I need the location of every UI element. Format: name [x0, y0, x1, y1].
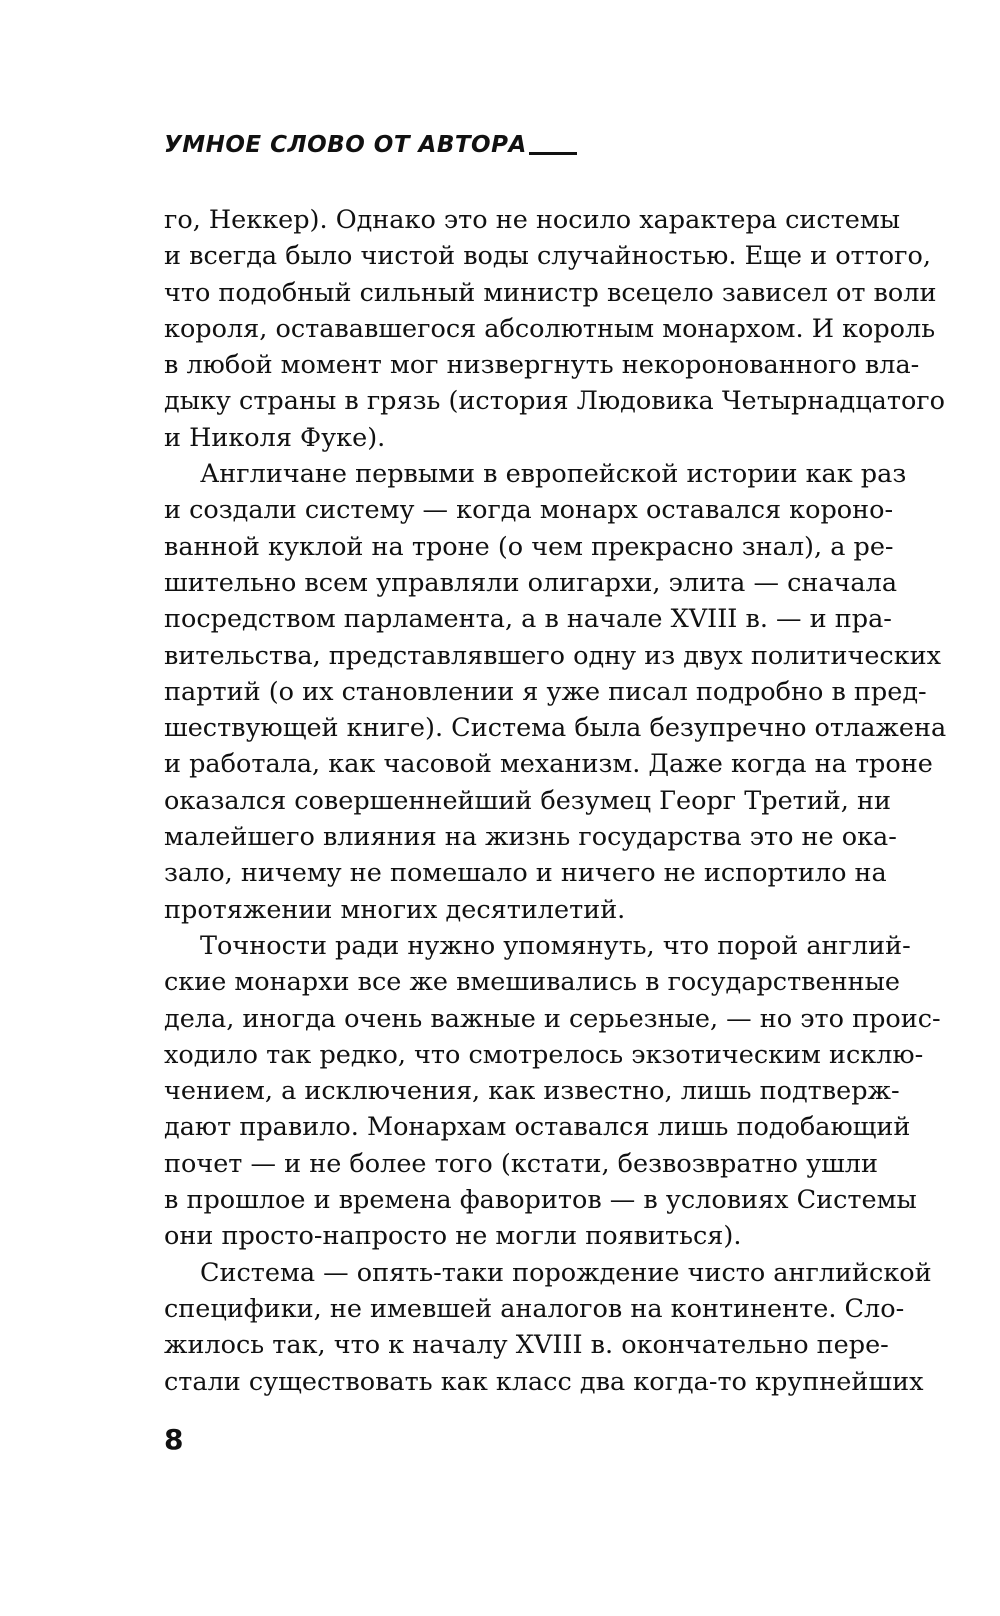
text-line: ские монархи все же вмешивались в государственные	[164, 967, 901, 998]
text-line: и Николя Фуке).	[164, 422, 386, 453]
body-text	[164, 202, 947, 1400]
paragraph-4	[164, 1255, 932, 1400]
paragraph-2	[164, 456, 947, 928]
paragraph-1	[164, 202, 946, 456]
paragraph-3	[164, 928, 941, 1255]
text-line: дыку страны в грязь (история Людовика Четырнадцатого	[164, 386, 946, 417]
text-line: протяжении многих десятилетий.	[164, 894, 626, 925]
text-line: жилось так, что к началу XVIII в. окончательно пере-	[164, 1330, 889, 1361]
text-line: и создали систему — когда монарх оставался короно-	[164, 495, 894, 526]
text-line: Система — опять-таки порождение чисто английской	[200, 1257, 932, 1288]
text-line: малейшего влияния на жизнь государства это не ока-	[164, 822, 897, 853]
text-line: они просто-напросто не могли появиться).	[164, 1221, 742, 1252]
text-line: в прошлое и времена фаворитов — в условиях Системы	[164, 1185, 917, 1216]
text-line: вительства, представлявшего одну из двух политических	[164, 640, 942, 671]
text-line: Точности ради нужно упомянуть, что порой англий-	[200, 930, 911, 961]
text-line: шительно всем управляли олигархи, элита — сначала	[164, 567, 898, 598]
text-line: оказался совершеннейший безумец Георг Третий, ни	[164, 785, 891, 816]
text-line: чением, а исключения, как известно, лишь подтверж-	[164, 1076, 900, 1107]
text-line: и всегда было чистой воды случайностью. Еще и оттого,	[164, 241, 931, 272]
running-header	[164, 134, 577, 157]
text-line: посредством парламента, а в начале XVIII в. — и пра-	[164, 604, 892, 635]
text-line: специфики, не имевшей аналогов на континенте. Сло-	[164, 1293, 905, 1324]
text-line: шествующей книге). Система была безупречно отлажена	[164, 713, 947, 744]
text-line: и работала, как часовой механизм. Даже когда на троне	[164, 749, 933, 780]
text-line: стали существовать как класс два когда-то крупнейших	[164, 1366, 924, 1397]
header-rule	[529, 152, 577, 155]
text-line: зало, ничему не помешало и ничего не испортило на	[164, 858, 887, 889]
text-line: дела, иногда очень важные и серьезные, — но это проис-	[164, 1003, 941, 1034]
running-header-title: УМНОЕ СЛОВО ОТ АВТОРА	[164, 132, 527, 158]
text-line: го, Неккер). Однако это не носило характера системы	[164, 205, 900, 235]
text-line: ходило так редко, что смотрелось экзотическим исклю-	[164, 1039, 924, 1070]
text-line: Англичане первыми в европейской истории как раз	[200, 459, 907, 490]
text-line: дают правило. Монархам оставался лишь подобающий	[164, 1112, 911, 1143]
text-line: ванной куклой на троне (о чем прекрасно знал), а ре-	[164, 531, 894, 562]
page-number: 8	[164, 1423, 184, 1456]
text-line: почет — и не более того (кстати, безвозвратно ушли	[164, 1148, 878, 1179]
text-line: короля, остававшегося абсолютным монархом. И король	[164, 313, 936, 344]
text-line: партий (о их становлении я уже писал подробно в пред-	[164, 676, 927, 707]
text-line: что подобный сильный министр всецело зависел от воли	[164, 277, 937, 308]
text-line: в любой момент мог низвергнуть некоронованного вла-	[164, 350, 920, 381]
